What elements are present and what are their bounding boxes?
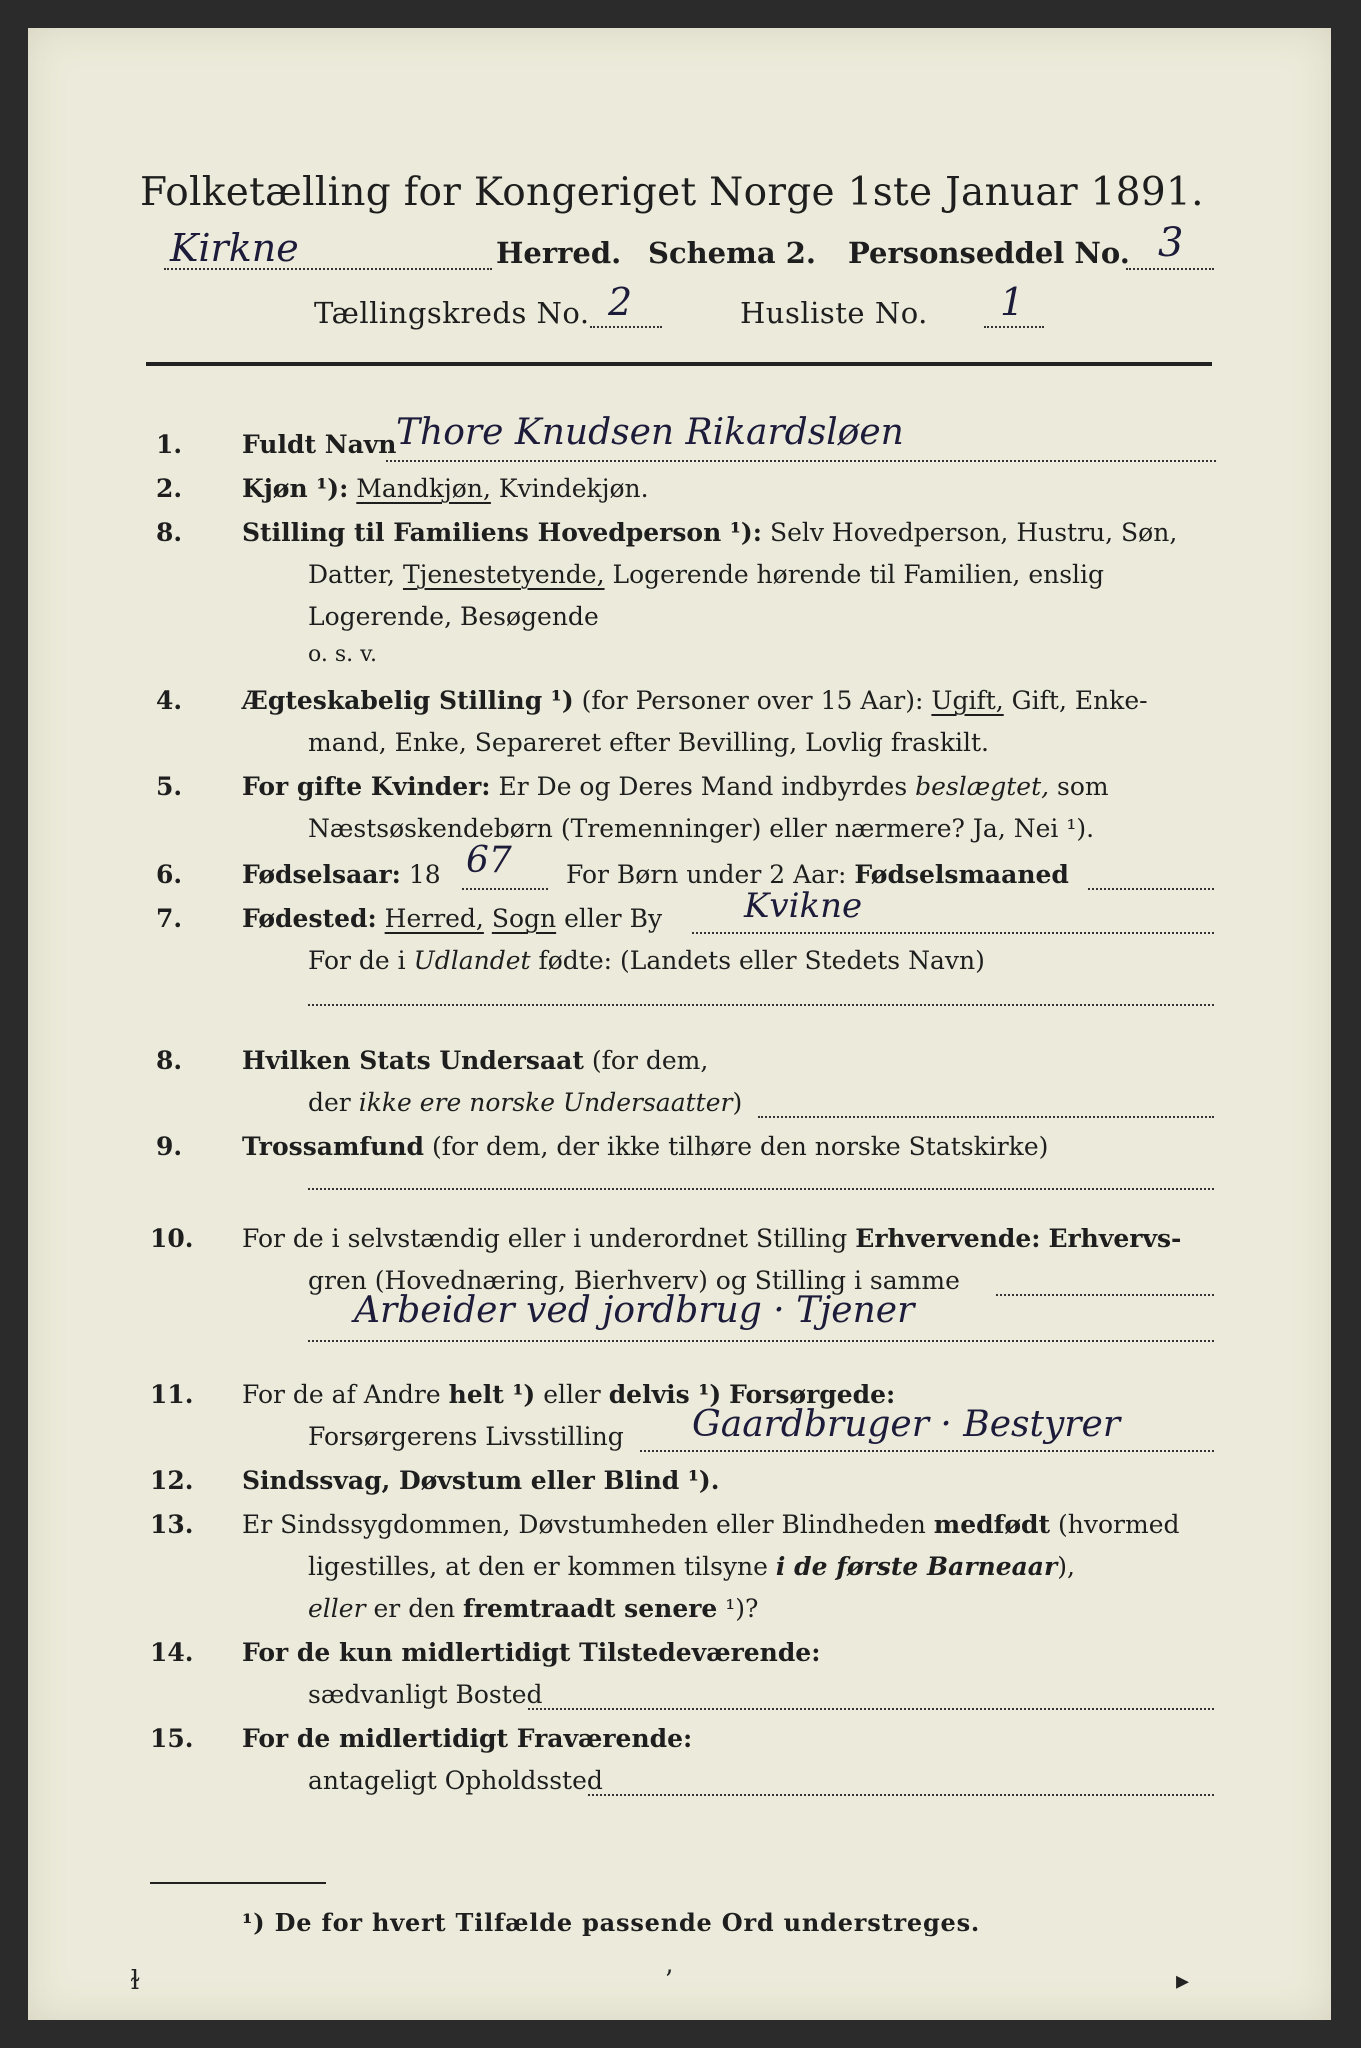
q2-option-female: Kvindekjøn. (498, 474, 649, 503)
q4-option-ugift: Ugift, (931, 686, 1004, 715)
q1-full-name-value: Thore Knudsen Rikardsløen (396, 412, 904, 453)
form-title: Folketælling for Kongeriget Norge 1ste Januar 1891. (140, 170, 1204, 215)
q11-line1d: delvis ¹) (608, 1380, 722, 1409)
ink-mark-left: ɫ (130, 1966, 140, 1996)
taellingskreds-dotted-line (590, 326, 662, 328)
q10-line1c: Erhvervs- (1048, 1224, 1182, 1253)
q13-line3a: eller (308, 1594, 366, 1623)
q5-number: 5. (156, 772, 183, 801)
q7-option-by: eller By (564, 904, 663, 933)
q7-dotted-line (692, 932, 1214, 934)
census-form-page (28, 28, 1331, 2020)
q11-line1c: eller (543, 1380, 601, 1409)
q7-birthplace-value: Kvikne (744, 886, 863, 926)
q9-line1: (for dem, der ikke tilhøre den norske Statskirke) (431, 1132, 1049, 1161)
q8-label: Hvilken Stats Undersaat (242, 1046, 584, 1075)
q5-line1a: Er De og Deres Mand indbyrdes (498, 772, 908, 801)
q3-line1: Selv Hovedperson, Hustru, Søn, (769, 518, 1178, 547)
q7-line2a: For de i (308, 946, 406, 975)
q7-number: 7. (156, 904, 183, 933)
herred-value: Kirkne (170, 226, 299, 270)
q11-line1a: For de af Andre (242, 1380, 441, 1409)
q7-label: Fødested: (242, 904, 377, 933)
q13-line2c: ), (1057, 1552, 1075, 1581)
q13-line1a: Er Sindssygdommen, Døvstumheden eller Blindheden (242, 1510, 926, 1539)
q9-label: Trossamfund (242, 1132, 425, 1161)
q9-number: 9. (156, 1132, 183, 1161)
q6-month-dotted-line (1088, 888, 1214, 890)
q13-line2a: ligestilles, at den er kommen tilsyne (308, 1552, 768, 1581)
q4-line2: mand, Enke, Separeret efter Bevilling, Lovlig fraskilt. (308, 728, 989, 757)
q15-label: For de midlertidigt Fraværende: (242, 1724, 693, 1753)
q3-number: 8. (156, 518, 183, 547)
q3-line2c: Logerende hørende til Familien, enslig (612, 560, 1105, 589)
q11-line2: Forsørgerens Livsstilling (308, 1422, 624, 1451)
q8-number: 8. (156, 1046, 183, 1075)
q12-number: 12. (150, 1466, 194, 1495)
q14-label: For de kun midlertidigt Tilstedeværende: (242, 1638, 821, 1667)
personseddel-label: Personseddel No. (848, 236, 1130, 270)
q7-line2b: Udlandet (413, 946, 531, 975)
schema-label: Schema 2. (648, 236, 816, 270)
q13-line3d: ¹)? (725, 1594, 759, 1623)
husliste-label: Husliste No. (740, 296, 928, 330)
footnote: ¹) De for hvert Tilfælde passende Ord understreges. (242, 1908, 981, 1937)
q3-line3: Logerende, Besøgende (308, 602, 599, 631)
q5-label: For gifte Kvinder: (242, 772, 491, 801)
q11-number: 11. (150, 1380, 194, 1409)
q1-label: Fuldt Navn (242, 430, 397, 459)
q13-line2b: i de første Barneaar (775, 1552, 1058, 1581)
q6-year-dotted-line (462, 888, 548, 890)
personseddel-dotted-line (1126, 268, 1214, 270)
q7-line2c: fødte: (Landets eller Stedets Navn) (538, 946, 985, 975)
husliste-value: 1 (1000, 280, 1025, 324)
q4-label: Ægteskabelig Stilling ¹) (242, 686, 574, 715)
q6-number: 6. (156, 860, 183, 889)
header-rule (146, 362, 1212, 366)
q4-line1c: Gift, Enke- (1011, 686, 1148, 715)
q10-line1a: For de i selvstændig eller i underordnet Stilling (242, 1224, 848, 1253)
q10-occupation-value: Arbeider ved jordbrug · Tjener (354, 1290, 915, 1331)
q1-dotted-line (386, 460, 1216, 462)
q8-line2c: ) (732, 1088, 743, 1117)
q8-line2b: ikke ere norske Undersaatter (358, 1088, 733, 1117)
q6-year-prefix: 18 (408, 860, 441, 889)
q10-line2: gren (Hovednæring, Bierhverv) og Stilling i samme (308, 1266, 960, 1295)
q9-dotted-line (308, 1188, 1214, 1190)
q5-line1b: beslægtet, (915, 772, 1050, 801)
ink-mark-right: ▸ (1176, 1966, 1190, 1996)
personseddel-value: 3 (1158, 220, 1184, 266)
q2-option-male: Mandkjøn, (356, 474, 491, 503)
q8-line2a: der (308, 1088, 351, 1117)
q5-line1c: som (1057, 772, 1109, 801)
q10-line2-dotted-line (996, 1294, 1214, 1296)
ink-mark-center: ʼ (664, 1966, 673, 1996)
q14-line2: sædvanligt Bosted (308, 1680, 543, 1709)
herred-dotted-line (164, 268, 492, 270)
q10-number: 10. (150, 1224, 194, 1253)
q3-label: Stilling til Familiens Hovedperson ¹): (242, 518, 762, 547)
q15-dotted-line (588, 1794, 1214, 1796)
q4-line1a: (for Personer over 15 Aar): (581, 686, 924, 715)
q8-line1: (for dem, (591, 1046, 709, 1075)
q4-number: 4. (156, 686, 183, 715)
q11-line1b: helt ¹) (448, 1380, 536, 1409)
q12-label: Sindssvag, Døvstum eller Blind ¹). (242, 1466, 720, 1495)
q6-under-2-label: For Børn under 2 Aar: (566, 860, 847, 889)
q11-dotted-line (640, 1450, 1214, 1452)
q13-line3c: fremtraadt senere (463, 1594, 718, 1623)
q13-number: 13. (150, 1510, 194, 1539)
herred-label: Herred. (496, 236, 622, 270)
q6-birth-year-value: 67 (466, 840, 512, 881)
q3-line2a: Datter, (308, 560, 395, 589)
taellingskreds-value: 2 (608, 280, 633, 324)
q13-line3b: er den (373, 1594, 456, 1623)
q11-line1e: Forsørgede: (729, 1380, 896, 1409)
q15-number: 15. (150, 1724, 194, 1753)
q7-option-sogn: Sogn (491, 904, 557, 933)
q14-number: 14. (150, 1638, 194, 1667)
q10-line1b: Erhvervende: (855, 1224, 1041, 1253)
q2-number: 2. (156, 474, 183, 503)
q2-label: Kjøn ¹): (242, 474, 349, 503)
husliste-dotted-line (984, 326, 1044, 328)
q13-line1b: medfødt (933, 1510, 1051, 1539)
q7-abroad-dotted-line (308, 1004, 1214, 1006)
q11-provider-occupation-value: Gaardbruger · Bestyrer (692, 1404, 1121, 1445)
q10-dotted-line (308, 1340, 1214, 1342)
q1-number: 1. (156, 430, 183, 459)
q6-label: Fødselsaar: (242, 860, 401, 889)
q13-line1c: (hvormed (1058, 1510, 1180, 1539)
q15-line2: antageligt Opholdssted (308, 1766, 603, 1795)
q7-option-herred: Herred, (384, 904, 484, 933)
q8-dotted-line (758, 1116, 1214, 1118)
q6-birth-month-label: Fødselsmaaned (854, 860, 1069, 889)
q5-line2: Næstsøskendebørn (Tremenninger) eller nærmere? Ja, Nei ¹). (308, 814, 1095, 843)
q14-dotted-line (528, 1708, 1214, 1710)
footnote-rule (150, 1882, 326, 1884)
q3-option-tjenestetyende: Tjenestetyende, (402, 560, 605, 589)
taellingskreds-label: Tællingskreds No. (314, 296, 590, 330)
q3-line4: o. s. v. (308, 642, 377, 667)
